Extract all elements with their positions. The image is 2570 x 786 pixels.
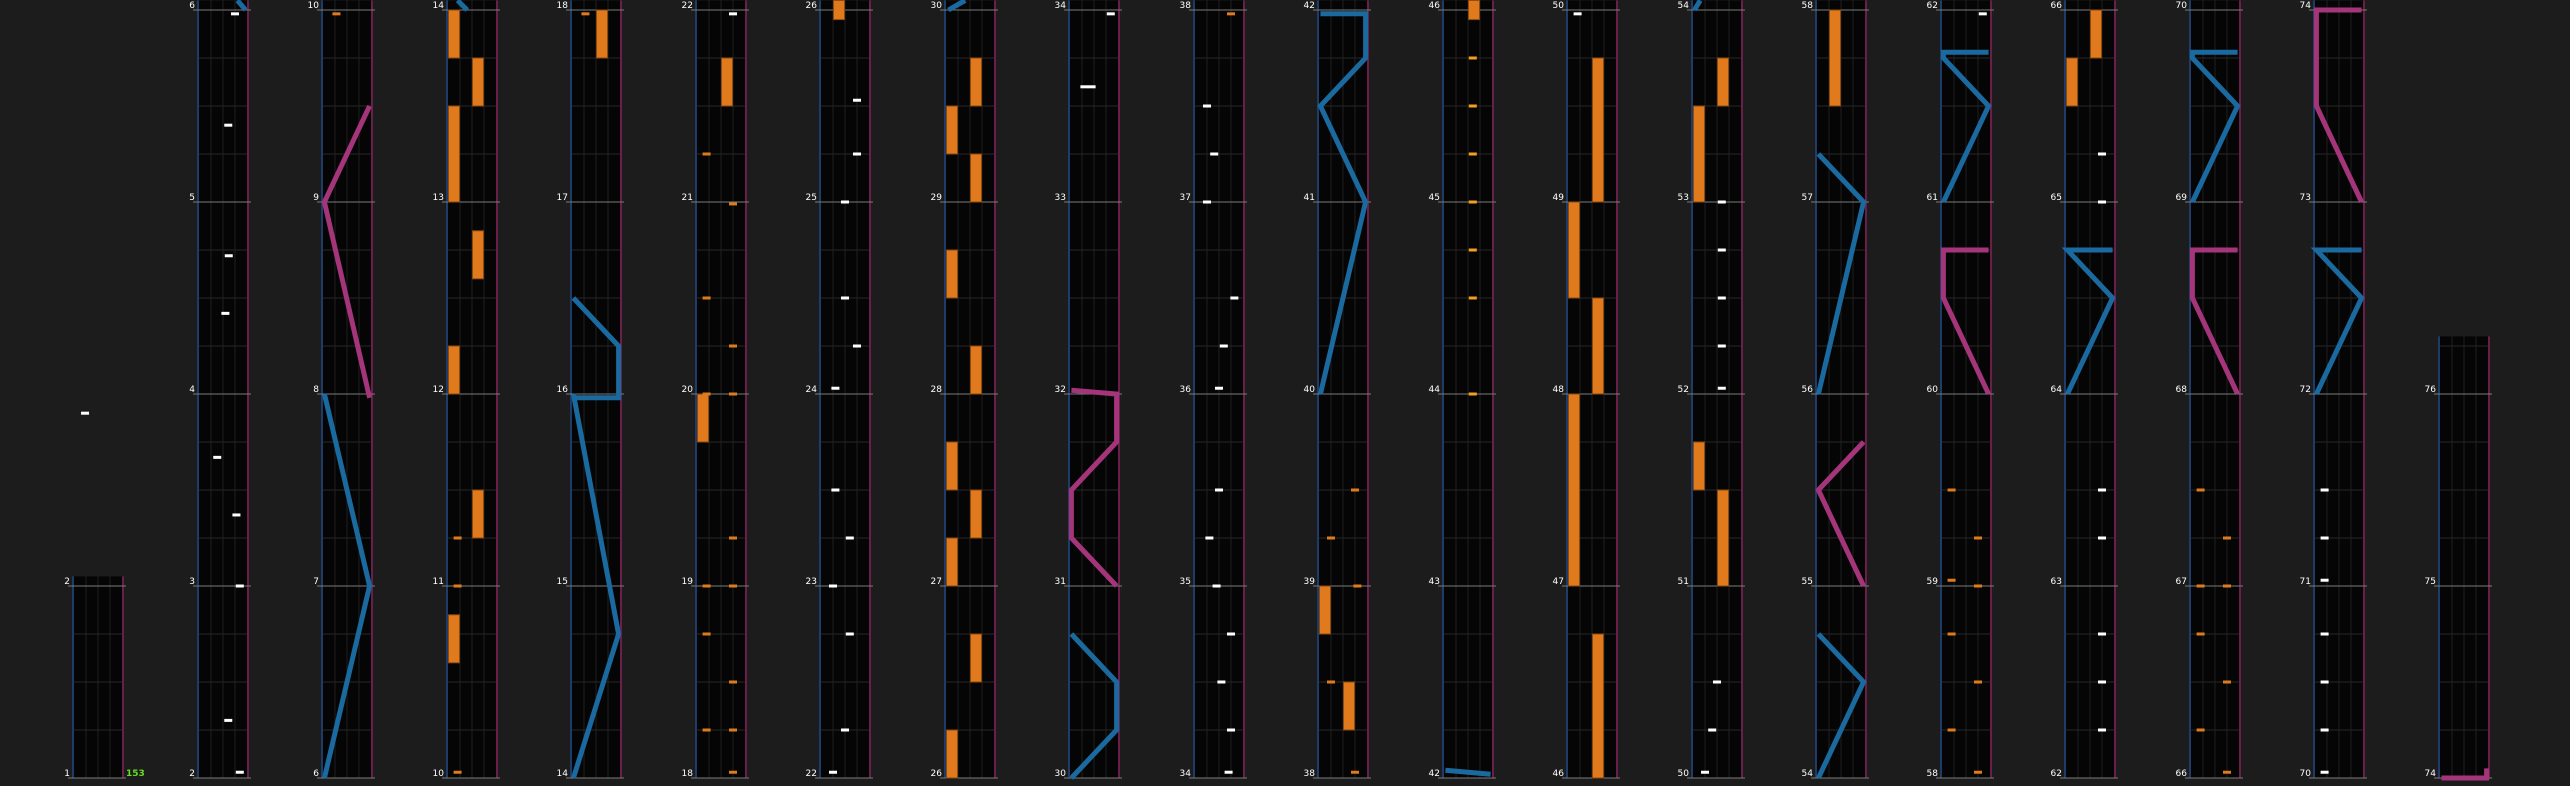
measure-number: 15 — [556, 577, 568, 587]
measure-number: 35 — [1179, 577, 1191, 587]
tap-note — [1718, 201, 1726, 204]
tap-note — [729, 12, 737, 15]
measure-number: 25 — [805, 193, 817, 203]
measure-number: 56 — [1801, 385, 1813, 395]
hold-note — [947, 250, 958, 298]
measure-number: 32 — [1054, 385, 1066, 395]
measure-number: 37 — [1179, 193, 1191, 203]
tap-note — [1230, 297, 1238, 300]
measure-number: 1 — [64, 769, 70, 779]
hold-note — [449, 10, 460, 58]
tap-note — [2098, 633, 2106, 636]
tap-note — [1227, 729, 1235, 732]
hold-note — [597, 10, 608, 58]
measure-number: 40 — [1303, 385, 1315, 395]
measure-number: 54 — [1677, 1, 1689, 11]
measure-number: 47 — [1552, 577, 1564, 587]
measure-number: 3 — [189, 577, 195, 587]
hold-tick — [2197, 633, 2205, 636]
hold-tick — [703, 729, 711, 732]
tap-note — [1203, 201, 1211, 204]
hold-tick — [1327, 681, 1335, 684]
tap-note — [1979, 12, 1987, 15]
hold-note — [971, 154, 982, 202]
tap-note — [1215, 387, 1223, 390]
tap-note — [236, 585, 244, 588]
chart-column — [64, 412, 126, 779]
tap-note — [231, 12, 239, 15]
hold-note — [834, 0, 845, 19]
hold-tick — [1351, 771, 1359, 774]
chart-column — [1055, 0, 1122, 779]
tap-note — [1205, 537, 1213, 540]
measure-number: 68 — [2175, 385, 2187, 395]
tap-note — [831, 489, 839, 492]
hold-note — [1593, 58, 1604, 202]
chart-column — [1429, 0, 1496, 779]
tap-note — [1574, 12, 1582, 15]
hold-note — [473, 490, 484, 538]
hold-tick — [729, 202, 737, 205]
tap-note — [2321, 579, 2329, 582]
hold-tick — [1974, 681, 1982, 684]
hold-tick — [1974, 771, 1982, 774]
hold-tick — [2197, 585, 2205, 588]
hold-tick — [1327, 537, 1335, 540]
measure-number: 60 — [1926, 385, 1938, 395]
tap-note — [1210, 153, 1218, 156]
hold-tick — [729, 771, 737, 774]
hold-note — [947, 538, 958, 586]
hold-note — [971, 490, 982, 538]
tap-note — [2321, 633, 2329, 636]
measure-number: 4 — [189, 385, 195, 395]
tap-note — [236, 771, 244, 774]
measure-number: 58 — [1926, 769, 1938, 779]
tap-note — [2321, 489, 2329, 492]
hold-tick — [332, 12, 340, 15]
hold-tick — [729, 585, 737, 588]
chart-column — [308, 0, 375, 779]
measure-number: 42 — [1428, 769, 1440, 779]
tap-note — [1217, 681, 1225, 684]
hold-note — [1344, 682, 1355, 730]
measure-number: 17 — [556, 193, 568, 203]
tap-note — [1708, 729, 1716, 732]
measure-number: 45 — [1428, 193, 1440, 203]
hold-note — [971, 634, 982, 682]
chart-column — [189, 0, 251, 779]
measure-number: 2 — [189, 769, 195, 779]
hold-tick — [2223, 771, 2231, 774]
tap-note — [2098, 201, 2106, 204]
hold-note — [971, 58, 982, 106]
measure-number: 57 — [1801, 193, 1813, 203]
measure-number: 62 — [1926, 1, 1938, 11]
hold-note — [947, 730, 958, 778]
measure-number: 28 — [930, 385, 942, 395]
hold-tick — [1353, 585, 1361, 588]
tap-note — [2321, 681, 2329, 684]
chart-column — [2051, 0, 2118, 779]
measure-number: 22 — [681, 1, 693, 11]
measure-number: 14 — [432, 1, 444, 11]
tap-note — [853, 99, 861, 102]
hold-tick — [703, 297, 711, 300]
measure-number: 6 — [189, 1, 195, 11]
flick-note — [1469, 297, 1477, 300]
tap-note — [1203, 105, 1211, 108]
measure-number: 7 — [313, 577, 319, 587]
hold-tick — [729, 537, 737, 540]
tap-note — [225, 254, 233, 257]
chart-column — [433, 0, 500, 779]
hold-note — [947, 106, 958, 154]
hold-tick — [581, 12, 589, 15]
measure-number: 26 — [805, 1, 817, 11]
measure-number: 30 — [1054, 769, 1066, 779]
measure-number: 42 — [1303, 1, 1315, 11]
hold-tick — [1948, 579, 1956, 582]
chart-column — [1304, 0, 1371, 779]
hold-note — [971, 346, 982, 394]
measure-number: 43 — [1428, 577, 1440, 587]
measure-number: 46 — [1428, 1, 1440, 11]
flick-note — [1469, 249, 1477, 252]
measure-number: 66 — [2175, 769, 2187, 779]
measure-number: 18 — [681, 769, 693, 779]
tap-note — [81, 412, 89, 415]
measure-number: 53 — [1677, 193, 1689, 203]
measure-number: 39 — [1303, 577, 1315, 587]
measure-number: 49 — [1552, 193, 1564, 203]
chart-column — [557, 0, 624, 779]
tap-note — [1227, 633, 1235, 636]
hold-note — [698, 394, 709, 442]
tap-note — [2321, 537, 2329, 540]
tap-note — [2098, 537, 2106, 540]
tap-note — [2098, 153, 2106, 156]
tap-note — [841, 201, 849, 204]
measure-number: 9 — [313, 193, 319, 203]
measure-number: 71 — [2299, 577, 2311, 587]
tap-note — [1713, 681, 1721, 684]
tap-note — [1718, 297, 1726, 300]
flick-note — [1469, 393, 1477, 396]
measure-number: 14 — [556, 769, 568, 779]
hold-tick — [703, 585, 711, 588]
measure-number: 74 — [2299, 1, 2311, 11]
measure-number: 63 — [2050, 577, 2062, 587]
measure-number: 74 — [2424, 769, 2436, 779]
measure-number: 16 — [556, 385, 568, 395]
hold-note — [473, 231, 484, 279]
measure-number: 2 — [64, 577, 70, 587]
measure-number: 38 — [1303, 769, 1315, 779]
tap-note — [1088, 85, 1096, 88]
hold-tick — [1948, 729, 1956, 732]
tap-note — [1213, 585, 1221, 588]
measure-number: 10 — [432, 769, 444, 779]
hold-note — [1830, 10, 1841, 106]
tap-note — [831, 387, 839, 390]
measure-number: 50 — [1552, 1, 1564, 11]
tap-note — [1225, 771, 1233, 774]
combo-counter: 153 — [126, 769, 145, 779]
tap-note — [1718, 387, 1726, 390]
hold-tick — [454, 585, 462, 588]
hold-tick — [1351, 489, 1359, 492]
measure-number: 41 — [1303, 193, 1315, 203]
measure-number: 30 — [930, 1, 942, 11]
measure-number: 72 — [2299, 385, 2311, 395]
hold-note — [947, 442, 958, 490]
chart-column — [1553, 0, 1620, 779]
hold-note — [1694, 106, 1705, 202]
measure-number: 67 — [2175, 577, 2187, 587]
measure-number: 18 — [556, 1, 568, 11]
measure-number: 8 — [313, 385, 319, 395]
hold-tick — [2223, 585, 2231, 588]
chart-column — [2425, 336, 2492, 779]
measure-number: 69 — [2175, 193, 2187, 203]
tap-note — [224, 124, 232, 127]
hold-note — [449, 106, 460, 202]
hold-note — [2067, 58, 2078, 106]
tap-note — [224, 719, 232, 722]
tap-note — [829, 585, 837, 588]
tap-note — [829, 771, 837, 774]
hold-note — [1320, 586, 1331, 634]
tap-note — [846, 537, 854, 540]
measure-number: 27 — [930, 577, 942, 587]
measure-number: 75 — [2424, 577, 2436, 587]
tap-note — [841, 297, 849, 300]
hold-note — [1469, 0, 1480, 19]
measure-number: 64 — [2050, 385, 2062, 395]
hold-note — [449, 615, 460, 663]
measure-number: 46 — [1552, 769, 1564, 779]
measure-number: 48 — [1552, 385, 1564, 395]
tap-note — [846, 633, 854, 636]
hold-tick — [1974, 537, 1982, 540]
tap-note — [2098, 681, 2106, 684]
chart-column — [1802, 0, 1869, 779]
chart-column — [682, 0, 749, 779]
hold-note — [722, 58, 733, 106]
measure-number: 10 — [307, 1, 319, 11]
hold-tick — [454, 771, 462, 774]
tap-note — [1215, 489, 1223, 492]
measure-number: 26 — [930, 769, 942, 779]
hold-tick — [729, 729, 737, 732]
hold-note — [1718, 58, 1729, 106]
hold-tick — [729, 345, 737, 348]
tap-note — [1080, 85, 1088, 88]
hold-note — [1694, 442, 1705, 490]
measure-number: 54 — [1801, 769, 1813, 779]
measure-number: 76 — [2424, 385, 2436, 395]
measure-number: 44 — [1428, 385, 1440, 395]
tap-note — [1718, 345, 1726, 348]
measure-number: 19 — [681, 577, 693, 587]
measure-number: 22 — [805, 769, 817, 779]
hold-tick — [2223, 681, 2231, 684]
flick-note — [1469, 57, 1477, 60]
measure-number: 34 — [1054, 1, 1066, 11]
measure-number: 31 — [1054, 577, 1066, 587]
measure-number: 36 — [1179, 385, 1191, 395]
tap-note — [213, 456, 221, 459]
measure-number: 6 — [313, 769, 319, 779]
measure-number: 29 — [930, 193, 942, 203]
hold-tick — [1948, 633, 1956, 636]
measure-number: 38 — [1179, 1, 1191, 11]
measure-number: 66 — [2050, 1, 2062, 11]
measure-number: 61 — [1926, 193, 1938, 203]
measure-number: 65 — [2050, 193, 2062, 203]
hold-note — [1569, 202, 1580, 298]
chart-column — [2176, 0, 2243, 779]
tap-note — [1718, 249, 1726, 252]
chart-column — [1678, 0, 1745, 779]
measure-number: 5 — [189, 193, 195, 203]
measure-number: 33 — [1054, 193, 1066, 203]
measure-number: 70 — [2175, 1, 2187, 11]
tap-note — [2098, 729, 2106, 732]
hold-note — [473, 58, 484, 106]
tap-note — [1107, 12, 1115, 15]
tap-note — [841, 729, 849, 732]
tap-note — [2098, 489, 2106, 492]
measure-number: 70 — [2299, 769, 2311, 779]
measure-number: 24 — [805, 385, 817, 395]
chart-column — [931, 0, 998, 779]
measure-number: 73 — [2299, 193, 2311, 203]
tap-note — [853, 153, 861, 156]
hold-tick — [729, 393, 737, 396]
hold-tick — [454, 537, 462, 540]
tap-note — [221, 312, 229, 315]
measure-number: 11 — [432, 577, 444, 587]
chart-column — [1180, 0, 1247, 779]
measure-number: 62 — [2050, 769, 2062, 779]
measure-number: 12 — [432, 385, 444, 395]
hold-tick — [2197, 729, 2205, 732]
tap-note — [853, 345, 861, 348]
chart-column — [1927, 0, 1994, 779]
chart-column — [2300, 0, 2367, 779]
hold-tick — [2197, 489, 2205, 492]
hold-tick — [729, 681, 737, 684]
measure-number: 23 — [805, 577, 817, 587]
tap-note — [2321, 771, 2329, 774]
hold-tick — [1227, 12, 1235, 15]
hold-tick — [2223, 537, 2231, 540]
tap-note — [232, 513, 240, 516]
tap-note — [1220, 345, 1228, 348]
hold-tick — [1948, 489, 1956, 492]
measure-number: 55 — [1801, 577, 1813, 587]
hold-tick — [703, 153, 711, 156]
hold-note — [1569, 394, 1580, 586]
hold-tick — [703, 393, 711, 396]
flick-note — [1469, 201, 1477, 204]
hold-note — [1718, 490, 1729, 586]
measure-number: 50 — [1677, 769, 1689, 779]
chart-column — [806, 0, 873, 779]
hold-note — [1593, 298, 1604, 394]
tap-note — [1701, 771, 1709, 774]
hold-note — [2091, 10, 2102, 58]
measure-number: 51 — [1677, 577, 1689, 587]
hold-tick — [703, 633, 711, 636]
measure-number: 58 — [1801, 1, 1813, 11]
measure-number: 34 — [1179, 769, 1191, 779]
measure-number: 52 — [1677, 385, 1689, 395]
flick-note — [1469, 153, 1477, 156]
flick-note — [1469, 105, 1477, 108]
measure-number: 13 — [432, 193, 444, 203]
measure-number: 21 — [681, 193, 693, 203]
hold-note — [1593, 634, 1604, 778]
measure-number: 59 — [1926, 577, 1938, 587]
measure-number: 20 — [681, 385, 693, 395]
hold-note — [449, 346, 460, 394]
hold-tick — [1974, 585, 1982, 588]
tap-note — [2321, 729, 2329, 732]
